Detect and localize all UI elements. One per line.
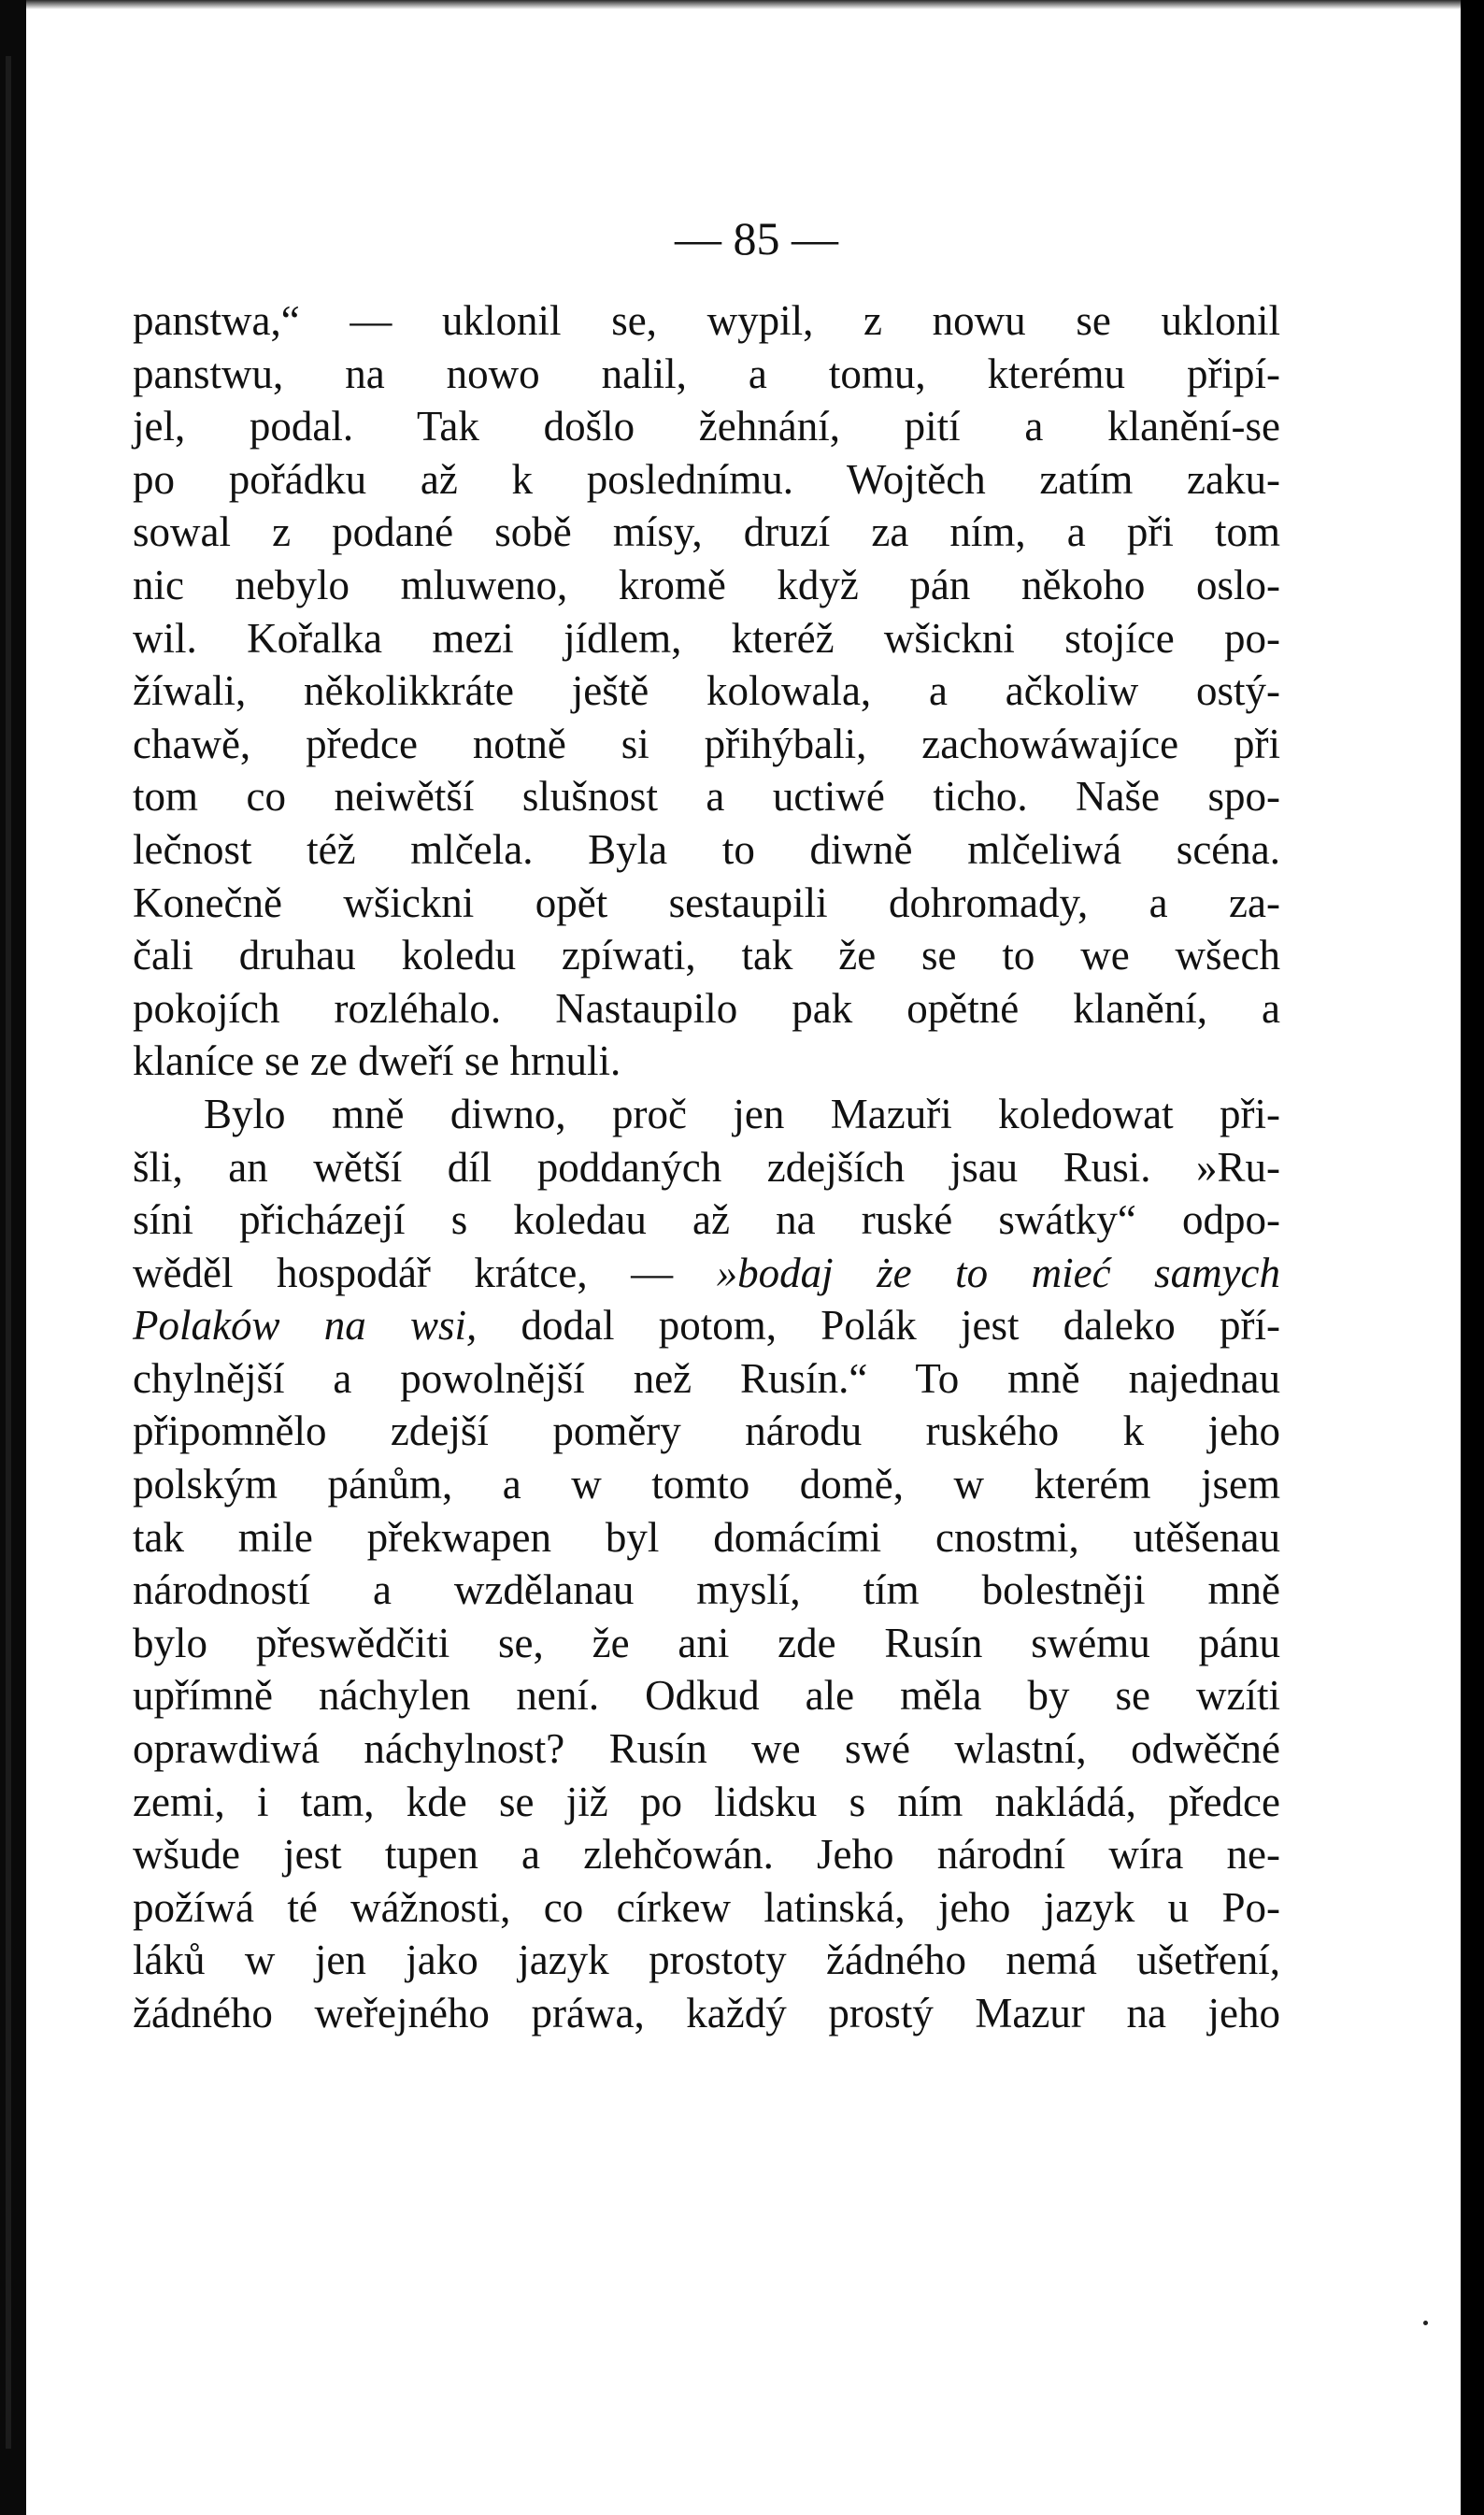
text-segment: wěděl hospodář krátce, — (133, 1249, 674, 1296)
italic-quote: »bodaj że to mieć samych (716, 1249, 1281, 1296)
text-line: tom co neiwětší slušnost a uctiwé ticho. Naše spo- (133, 773, 1280, 821)
text-segment: dodal potom, Polák jest daleko pří- (521, 1302, 1280, 1350)
body-text (133, 294, 1280, 2040)
text-line: panstwu, na nowo nalil, a tomu, kterému připí- (133, 350, 1280, 397)
text-line: polským pánům, a w tomto domě, w kterém jsem (133, 1461, 1280, 1508)
text-line: chylnější a powolnější než Rusín.“ To mně najednau (133, 1354, 1280, 1402)
text-line: čali druhau koledu zpíwati, tak že se to we wšech (133, 932, 1280, 979)
text-line-mixed (133, 1247, 1280, 1300)
text-line: oprawdiwá náchylnost? Rusín we swé wlastní, odwěčné (133, 1725, 1280, 1773)
page-number: — 85 — (675, 212, 838, 264)
text-line: láků w jen jako jazyk prostoty žádného nemá ušetření, (133, 1936, 1280, 1984)
text-line: šli, an wětší díl poddaných zdejších jsau Rusi. »Ru- (133, 1143, 1280, 1191)
text-line: bylo přeswědčiti se, že ani zde Rusín swému pánu (133, 1619, 1280, 1666)
text-line: lečnost též mlčela. Byla to diwně mlčeliwá scéna. (133, 825, 1280, 873)
text-line: síni přicházejí s koledau až na ruské swátky“ odpo- (133, 1196, 1280, 1244)
text-line: nic nebylo mluweno, kromě když pán někoho oslo- (133, 561, 1280, 608)
text-line: panstwa,“ — uklonil se, wypil, z nowu se uklonil (133, 297, 1280, 344)
text-line: připomnělo zdejší poměry národu ruského k jeho (133, 1408, 1280, 1455)
text-line: zemi, i tam, kde se již po lidsku s ním nakládá, předce (133, 1778, 1280, 1825)
text-line: požíwá té wážnosti, co církew latinská, jeho jazyk u Po- (133, 1883, 1280, 1931)
text-line-mixed (133, 1299, 1280, 1352)
scan-left-edge (0, 0, 26, 2515)
text-line: wil. Kořalka mezi jídlem, kteréž wšickni stojíce po- (133, 614, 1280, 662)
paragraph-start-line: Bylo mně diwno, proč jen Mazuři koledowat při- (204, 1090, 1280, 1137)
scan-speck (1423, 2321, 1428, 2325)
text-line: žíwali, několikkráte ještě kolowala, a ačkoliw ostý- (133, 667, 1280, 715)
text-line: národností a wzdělanau myslí, tím bolestněji mně (133, 1566, 1280, 1614)
text-line: upřímně náchylen není. Odkud ale měla by se wzíti (133, 1672, 1280, 1720)
text-line: sowal z podané sobě mísy, druzí za ním, a při tom (133, 508, 1280, 556)
italic-quote: Polaków na wsi, (133, 1302, 478, 1350)
text-line: po pořádku až k poslednímu. Wojtěch zatím zaku- (133, 455, 1280, 503)
text-line: žádného weřejného práwa, každý prostý Mazur na jeho (133, 1990, 1280, 2036)
text-line: wšude jest tupen a zlehčowán. Jeho národní wíra ne- (133, 1831, 1280, 1879)
paragraph-end-line: klaníce se ze dweří se hrnuli. (133, 1037, 621, 1085)
text-line: Konečně wšickni opět sestaupili dohromady, a za- (133, 879, 1280, 926)
text-line: jel, podal. Tak došlo žehnání, pití a klanění-se (133, 403, 1280, 450)
text-line: chawě, předce notně si přihýbali, zachowáwajíce při (133, 720, 1280, 767)
text-line: pokojích rozléhalo. Nastaupilo pak opětné klanění, a (133, 984, 1280, 1032)
book-page (26, 0, 1461, 2515)
text-line: tak mile překwapen byl domácími cnostmi, utěšenau (133, 1513, 1280, 1561)
scan-right-edge (1461, 0, 1484, 2515)
